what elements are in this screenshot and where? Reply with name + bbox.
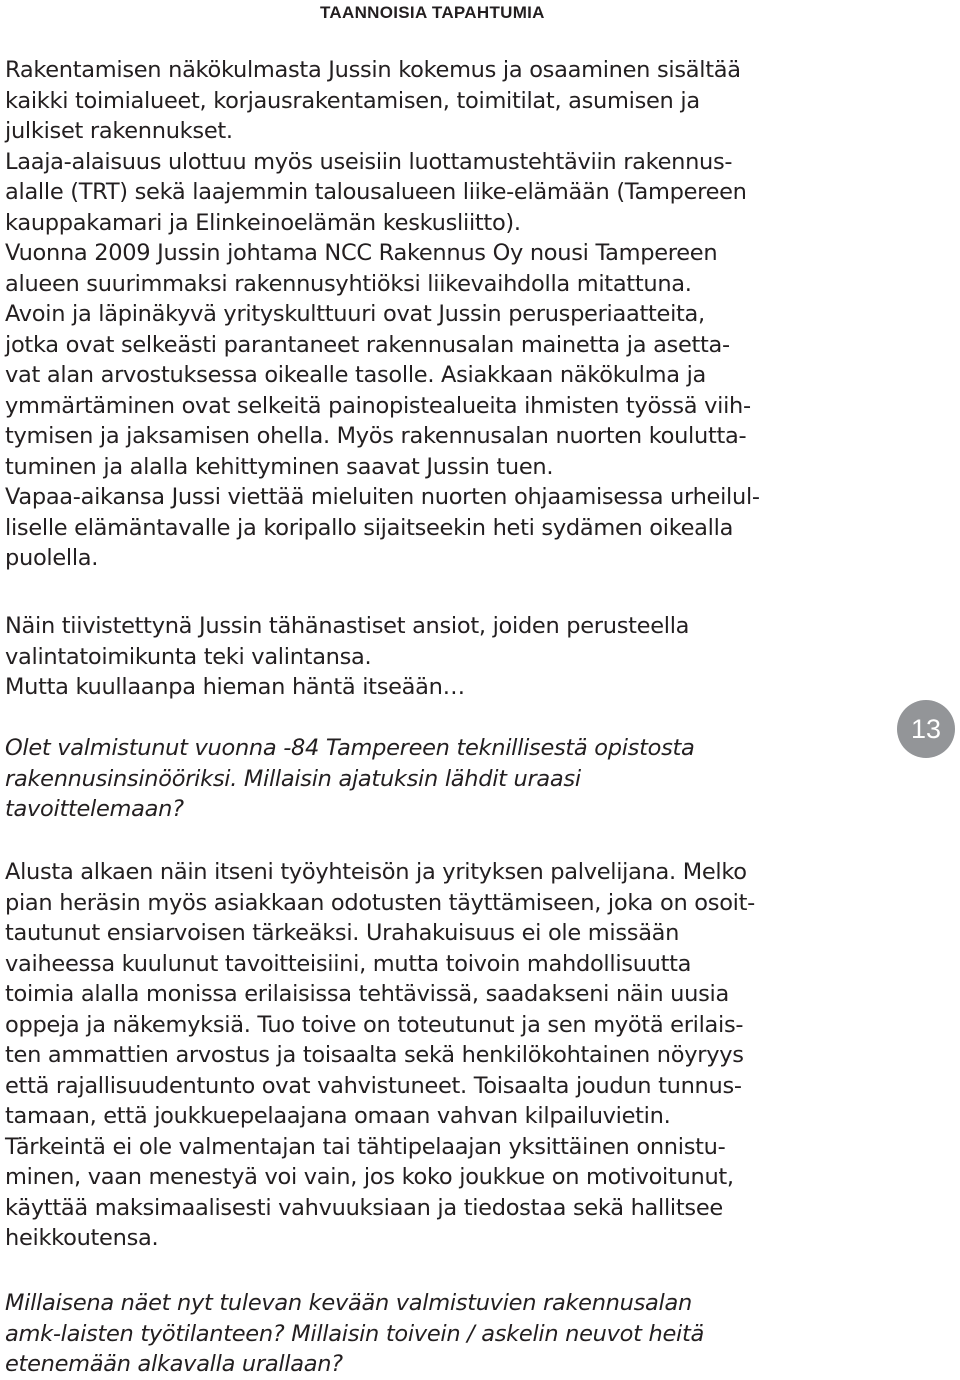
text-line: kaikki toimialueet, korjausrakentamisen, toimitilat, asumisen ja <box>5 87 700 114</box>
text-line: ten ammattien arvostus ja toisaalta sekä henkilökohtainen nöyryys <box>5 1042 744 1068</box>
text-line: Alusta alkaen näin itseni työyhteisön ja yrityksen palvelijana. Melko <box>5 859 747 885</box>
text-line: julkiset rakennukset. <box>5 118 233 144</box>
text-line: pian heräsin myös asiakkaan odotusten täyttämiseen, joka on osoit- <box>5 889 755 916</box>
intro-paragraph <box>5 55 865 574</box>
text-line: ymmärtäminen ovat selkeitä painopistealueita ihmisten työssä viih- <box>5 392 751 419</box>
text-line: heikkoutensa. <box>5 1225 159 1251</box>
summary-paragraph <box>5 611 865 703</box>
text-line: Näin tiivistettynä Jussin tähänastiset ansiot, joiden perusteella <box>5 613 690 639</box>
text-line: Olet valmistunut vuonna -84 Tampereen teknillisestä opistosta <box>5 735 695 761</box>
text-line: Laaja-alaisuus ulottuu myös useisiin luottamustehtäviin rakennus- <box>5 148 733 175</box>
text-line: alalle (TRT) sekä laajemmin talousalueen liike-elämään (Tampereen <box>5 179 747 205</box>
interview-question-1 <box>5 733 865 825</box>
text-line: Tärkeintä ei ole valmentajan tai tähtipelaajan yksittäinen onnistu- <box>5 1133 726 1160</box>
section-header: TAANNOISIA TAPAHTUMIA <box>320 3 545 22</box>
page-number-badge <box>897 700 955 758</box>
text-line: Rakentamisen näkökulmasta Jussin kokemus ja osaaminen sisältää <box>5 57 741 83</box>
text-line: tautunut ensiarvoisen tärkeäksi. Urahakuisuus ei ole missään <box>5 920 680 946</box>
interview-question-2 <box>5 1288 865 1380</box>
text-line: tavoittelemaan? <box>5 796 184 822</box>
text-line: valintatoimikunta teki valintansa. <box>5 643 372 670</box>
text-line: oppeja ja näkemyksiä. Tuo toive on toteutunut ja sen myötä erilais- <box>5 1011 744 1038</box>
interview-answer-1 <box>5 857 865 1254</box>
text-line: etenemään alkavalla urallaan? <box>5 1351 343 1377</box>
text-line: tymisen ja jaksamisen ohella. Myös rakennusalan nuorten koulutta- <box>5 423 747 449</box>
text-line: Millaisena näet nyt tulevan kevään valmistuvien rakennusalan <box>5 1290 692 1316</box>
page-number: 13 <box>910 713 942 744</box>
text-line: käyttää maksimaalisesti vahvuuksiaan ja tiedostaa sekä hallitsee <box>5 1194 723 1221</box>
text-line: että rajallisuudentunto ovat vahvistuneet. Toisaalta joudun tunnus- <box>5 1072 742 1099</box>
text-line: jotka ovat selkeästi parantaneet rakennusalan mainetta ja asetta- <box>5 331 730 358</box>
text-line: vat alan arvostuksessa oikealle tasolle. Asiakkaan näkökulma ja <box>5 362 707 388</box>
text-line: tuminen ja alalla kehittyminen saavat Jussin tuen. <box>5 453 554 480</box>
text-line: vaiheessa kuulunut tavoitteisiini, mutta toivoin mahdollisuutta <box>5 950 692 977</box>
text-line: tamaan, että joukkuepelaajana omaan vahvan kilpailuvietin. <box>5 1103 671 1129</box>
text-line: puolella. <box>5 545 99 571</box>
text-line: Vuonna 2009 Jussin johtama NCC Rakennus Oy nousi Tampereen <box>5 240 718 266</box>
text-line: minen, vaan menestyä voi vain, jos koko joukkue on motivoitunut, <box>5 1164 734 1190</box>
text-line: Mutta kuullaanpa hieman häntä itseään… <box>5 674 465 700</box>
text-line: Avoin ja läpinäkyvä yrityskulttuuri ovat Jussin perusperiaatteita, <box>5 301 705 327</box>
text-line: amk-laisten työtilanteen? Millaisin toivein / askelin neuvot heitä <box>5 1320 704 1347</box>
text-line: toimia alalla monissa erilaisissa tehtävissä, saadakseni näin uusia <box>5 981 729 1007</box>
text-line: rakennusinsinööriksi. Millaisin ajatuksin lähdit uraasi <box>5 765 581 792</box>
text-line: kauppakamari ja Elinkeinoelämän keskusliitto). <box>5 209 521 236</box>
text-line: liselle elämäntavalle ja koripallo sijaitseekin heti sydämen oikealla <box>5 514 734 541</box>
text-line: Vapaa-aikansa Jussi viettää mieluiten nuorten ohjaamisessa urheilul- <box>5 484 760 510</box>
text-line: alueen suurimmaksi rakennusyhtiöksi liikevaihdolla mitattuna. <box>5 270 692 297</box>
